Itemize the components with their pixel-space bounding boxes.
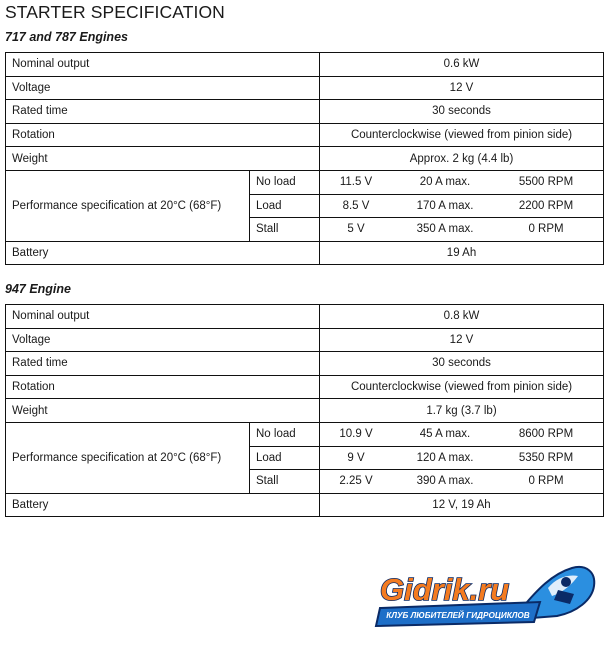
label-rotation: Rotation (6, 123, 320, 147)
logo-wordmark: Gidrik.ru (380, 572, 510, 607)
performance-rpm: 5500 RPM (518, 176, 574, 189)
label-rated-time: Rated time (6, 100, 320, 124)
label-nominal-output: Nominal output (6, 53, 320, 77)
performance-rpm: 0 RPM (528, 475, 564, 488)
performance-values (320, 194, 604, 218)
label-rotation: Rotation (6, 375, 320, 399)
performance-values (320, 422, 604, 446)
value-weight: Approx. 2 kg (4.4 lb) (320, 147, 604, 171)
performance-current: 350 A max. (416, 223, 474, 236)
section-heading-717-787: 717 and 787 Engines (5, 30, 128, 44)
row-rotation (6, 375, 604, 399)
row-nominal-output (6, 53, 604, 77)
performance-condition: Load (250, 194, 320, 218)
performance-condition: No load (250, 422, 320, 446)
performance-values (320, 218, 604, 242)
performance-current: 20 A max. (419, 176, 471, 189)
performance-rpm: 0 RPM (528, 223, 564, 236)
value-voltage: 12 V (320, 76, 604, 100)
document-title: STARTER SPECIFICATION (5, 2, 225, 22)
row-rated-time (6, 352, 604, 376)
performance-condition: No load (250, 170, 320, 194)
row-weight (6, 147, 604, 171)
performance-values (320, 170, 604, 194)
row-rotation (6, 123, 604, 147)
performance-values (320, 446, 604, 470)
row-rated-time (6, 100, 604, 124)
performance-voltage: 10.9 V (339, 428, 373, 441)
value-nominal-output: 0.8 kW (320, 305, 604, 329)
value-rotation: Counterclockwise (viewed from pinion side) (320, 123, 604, 147)
label-voltage: Voltage (6, 328, 320, 352)
value-rotation: Counterclockwise (viewed from pinion side) (320, 375, 604, 399)
row-battery (6, 493, 604, 517)
performance-current: 45 A max. (419, 428, 471, 441)
label-performance: Performance specification at 20°C (68°F) (6, 422, 250, 493)
performance-voltage: 2.25 V (339, 475, 373, 488)
jet-ski-rider-icon (372, 560, 600, 632)
performance-condition: Stall (250, 470, 320, 494)
label-battery: Battery (6, 493, 320, 517)
label-battery: Battery (6, 241, 320, 265)
value-battery: 19 Ah (320, 241, 604, 265)
performance-rpm: 2200 RPM (518, 199, 574, 212)
row-battery (6, 241, 604, 265)
logo-tagline: КЛУБ ЛЮБИТЕЛЕЙ ГИДРОЦИКЛОВ (386, 611, 530, 620)
spec-table-947 (5, 304, 604, 517)
row-voltage (6, 328, 604, 352)
spec-table-717-787 (5, 52, 604, 265)
performance-rpm: 8600 RPM (518, 428, 574, 441)
performance-rpm: 5350 RPM (518, 451, 574, 464)
value-voltage: 12 V (320, 328, 604, 352)
value-rated-time: 30 seconds (320, 352, 604, 376)
value-weight: 1.7 kg (3.7 lb) (320, 399, 604, 423)
label-voltage: Voltage (6, 76, 320, 100)
performance-current: 170 A max. (416, 199, 474, 212)
label-performance: Performance specification at 20°C (68°F) (6, 170, 250, 241)
performance-voltage: 11.5 V (339, 176, 373, 189)
row-performance-no-load (6, 170, 604, 194)
performance-condition: Stall (250, 218, 320, 242)
row-weight (6, 399, 604, 423)
value-nominal-output: 0.6 kW (320, 53, 604, 77)
value-battery: 12 V, 19 Ah (320, 493, 604, 517)
gidrik-logo (372, 560, 600, 632)
label-rated-time: Rated time (6, 352, 320, 376)
label-weight: Weight (6, 147, 320, 171)
performance-current: 390 A max. (416, 475, 474, 488)
row-voltage (6, 76, 604, 100)
section-heading-947: 947 Engine (5, 282, 71, 296)
label-nominal-output: Nominal output (6, 305, 320, 329)
performance-voltage: 5 V (347, 223, 365, 236)
performance-values (320, 470, 604, 494)
value-rated-time: 30 seconds (320, 100, 604, 124)
performance-voltage: 8.5 V (342, 199, 370, 212)
row-nominal-output (6, 305, 604, 329)
performance-condition: Load (250, 446, 320, 470)
performance-current: 120 A max. (416, 451, 474, 464)
performance-voltage: 9 V (347, 451, 365, 464)
label-weight: Weight (6, 399, 320, 423)
row-performance-no-load (6, 422, 604, 446)
